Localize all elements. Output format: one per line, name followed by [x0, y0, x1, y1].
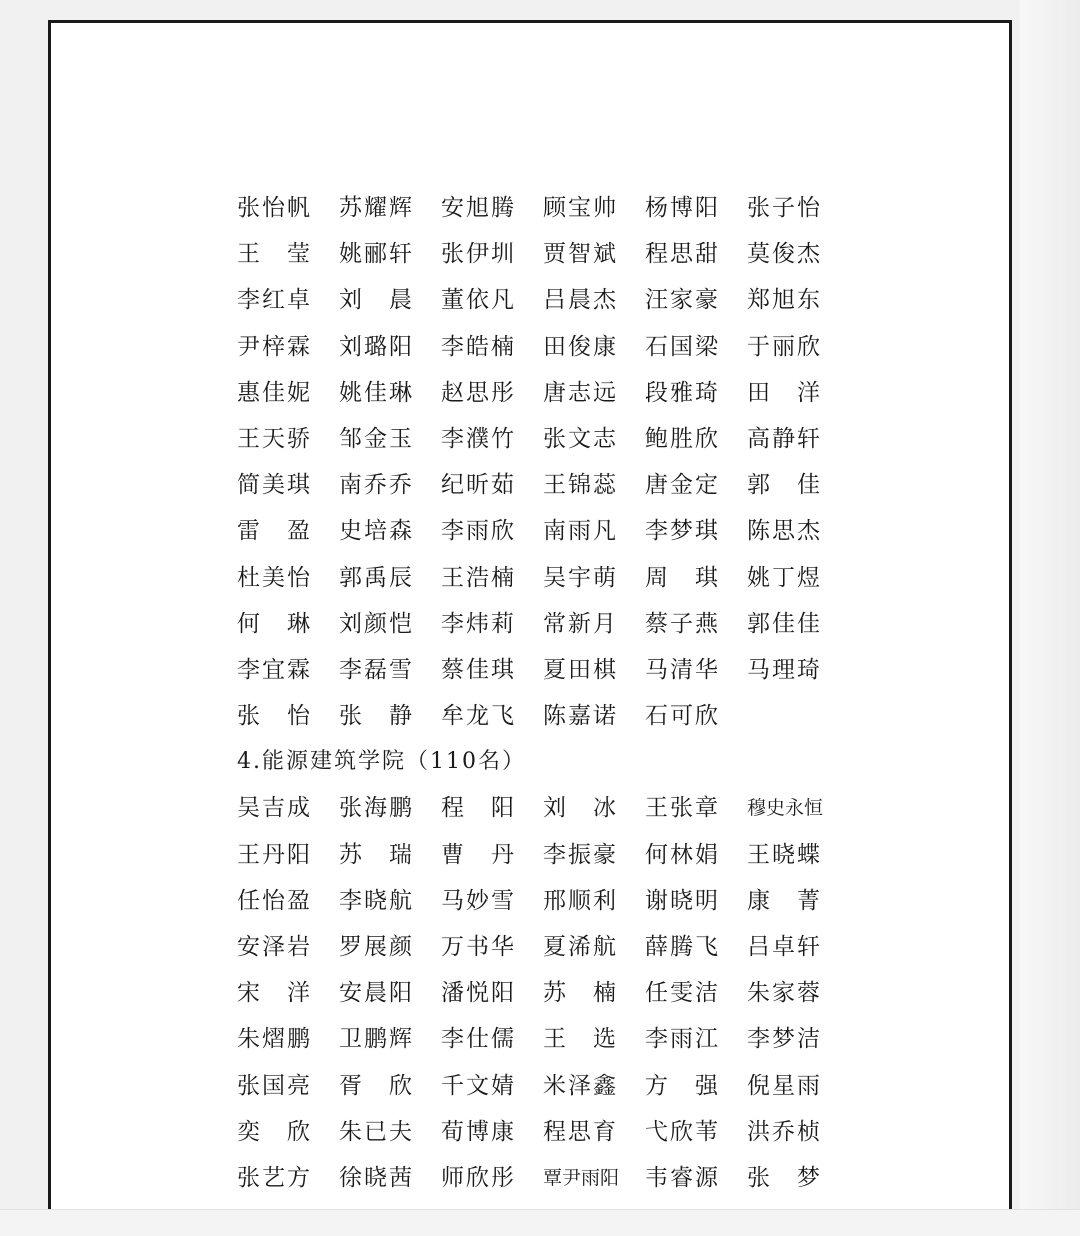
person-name: 李梦洁	[747, 1026, 822, 1053]
person-name: 何林娟	[645, 841, 720, 868]
person-name: 吴吉成	[237, 795, 312, 822]
person-name: 李振豪	[543, 841, 618, 868]
name-row	[237, 970, 857, 1016]
person-name: 鲍胜欣	[645, 425, 720, 452]
person-name: 张文志	[543, 425, 618, 452]
person-name: 刘颜恺	[339, 610, 414, 637]
name-row	[237, 231, 857, 277]
person-name: 朱熠鹏	[237, 1026, 312, 1053]
person-name: 覃尹雨阳	[543, 1166, 620, 1189]
person-name: 李濮竹	[441, 425, 516, 452]
name-row	[237, 785, 857, 831]
person-name: 吕晨杰	[543, 287, 618, 314]
person-name: 马妙雪	[441, 887, 516, 914]
person-name: 于丽欣	[747, 333, 822, 360]
person-name: 蔡子燕	[645, 610, 720, 637]
person-name: 刘 冰	[543, 795, 618, 822]
right-margin	[1020, 0, 1080, 1210]
name-row	[237, 277, 857, 323]
bottom-bar	[0, 1209, 1080, 1236]
person-name: 纪昕茹	[441, 472, 516, 499]
person-name: 千文婧	[441, 1072, 516, 1099]
name-row	[237, 601, 857, 647]
person-name: 马理琦	[747, 656, 822, 683]
person-name: 穆史永恒	[747, 797, 824, 820]
person-name: 韦睿源	[645, 1164, 720, 1191]
person-name: 李雨江	[645, 1026, 720, 1053]
person-name: 奕 欣	[237, 1118, 312, 1145]
person-name: 洪乔桢	[747, 1118, 822, 1145]
person-name: 薛腾飞	[645, 934, 720, 960]
person-name: 王张章	[645, 795, 720, 822]
person-name: 李晓航	[339, 887, 414, 914]
person-name: 王天骄	[237, 425, 312, 452]
name-row	[237, 1063, 857, 1109]
person-name: 何 琳	[237, 610, 312, 637]
person-name: 潘悦阳	[441, 980, 516, 1007]
person-name: 王 莹	[237, 241, 312, 268]
person-name: 张 梦	[747, 1164, 822, 1191]
person-name: 牟龙飞	[441, 703, 516, 730]
person-name: 康 菁	[747, 887, 822, 914]
person-name: 倪星雨	[747, 1072, 822, 1099]
person-name: 刘 晨	[339, 287, 414, 314]
person-name: 顾宝帅	[543, 195, 618, 221]
person-name: 周 琪	[645, 564, 720, 591]
person-name: 田俊康	[543, 333, 618, 360]
name-list-part-1	[237, 185, 857, 739]
name-list-part-2	[237, 785, 857, 1201]
person-name: 南雨凡	[543, 518, 618, 545]
person-name: 夏浠航	[543, 934, 618, 960]
person-name: 张伊圳	[441, 241, 516, 268]
person-name: 陈嘉诺	[543, 703, 618, 730]
person-name: 曹 丹	[441, 841, 516, 868]
person-name: 李梦琪	[645, 518, 720, 545]
name-row	[237, 416, 857, 462]
person-name: 段雅琦	[645, 379, 720, 406]
person-name: 张 静	[339, 703, 414, 730]
person-name: 张怡帆	[237, 195, 312, 221]
person-name: 朱已夫	[339, 1118, 414, 1145]
name-row	[237, 693, 857, 739]
person-name: 张子怡	[747, 195, 822, 221]
person-name: 吕卓轩	[747, 934, 822, 960]
person-name: 姚丁煜	[747, 564, 822, 591]
person-name: 蔡佳琪	[441, 656, 516, 683]
person-name: 王丹阳	[237, 841, 312, 868]
person-name: 李雨欣	[441, 518, 516, 545]
person-name: 胥 欣	[339, 1072, 414, 1099]
person-name: 安晨阳	[339, 980, 414, 1007]
person-name: 任怡盈	[237, 887, 312, 914]
person-name: 邹金玉	[339, 425, 414, 452]
person-name: 宋 洋	[237, 980, 312, 1007]
person-name: 史培森	[339, 518, 414, 545]
person-name: 雷 盈	[237, 518, 312, 545]
person-name: 杨博阳	[645, 195, 720, 221]
person-name: 任雯洁	[645, 980, 720, 1007]
name-row	[237, 647, 857, 693]
name-row	[237, 462, 857, 508]
name-row	[237, 185, 857, 231]
person-name: 徐晓茜	[339, 1164, 414, 1191]
person-name: 苏耀辉	[339, 195, 414, 221]
person-name: 董依凡	[441, 287, 516, 314]
person-name: 马清华	[645, 656, 720, 683]
person-name: 陈思杰	[747, 518, 822, 545]
person-name: 苏 楠	[543, 980, 618, 1007]
person-name: 刘璐阳	[339, 333, 414, 360]
person-name: 汪家豪	[645, 287, 720, 314]
name-row	[237, 832, 857, 878]
person-name: 罗展颜	[339, 934, 414, 960]
person-name: 邢顺利	[543, 887, 618, 914]
person-name: 吴宇萌	[543, 564, 618, 591]
person-name: 惠佳妮	[237, 379, 312, 406]
name-row	[237, 1109, 857, 1155]
person-name: 杜美怡	[237, 564, 312, 591]
person-name: 张 怡	[237, 703, 312, 730]
person-name: 南乔乔	[339, 472, 414, 499]
person-name: 安旭腾	[441, 195, 516, 221]
person-name: 王浩楠	[441, 564, 516, 591]
person-name: 王锦蕊	[543, 472, 618, 499]
person-name: 王晓蝶	[747, 841, 822, 868]
person-name: 程思育	[543, 1118, 618, 1145]
person-name: 李皓楠	[441, 333, 516, 360]
person-name: 常新月	[543, 610, 618, 637]
person-name: 高静轩	[747, 425, 822, 452]
person-name: 程思甜	[645, 241, 720, 268]
name-row	[237, 1016, 857, 1062]
person-name: 简美琪	[237, 472, 312, 499]
person-name: 张国亮	[237, 1072, 312, 1099]
person-name: 姚佳琳	[339, 379, 414, 406]
person-name: 安泽岩	[237, 934, 312, 960]
person-name: 万书华	[441, 934, 516, 960]
person-name: 师欣彤	[441, 1164, 516, 1191]
person-name: 李仕儒	[441, 1026, 516, 1053]
name-row	[237, 924, 857, 970]
person-name: 李磊雪	[339, 656, 414, 683]
name-row	[237, 370, 857, 416]
person-name: 郭禹辰	[339, 564, 414, 591]
person-name: 卫鹏辉	[339, 1026, 414, 1053]
name-row	[237, 555, 857, 601]
name-row	[237, 878, 857, 924]
person-name: 张海鹏	[339, 795, 414, 822]
person-name: 莫俊杰	[747, 241, 822, 268]
person-name: 张艺方	[237, 1164, 312, 1191]
person-name: 郭佳佳	[747, 610, 822, 637]
person-name: 唐金定	[645, 472, 720, 499]
person-name: 唐志远	[543, 379, 618, 406]
person-name: 夏田棋	[543, 656, 618, 683]
person-name: 石国梁	[645, 333, 720, 360]
person-name: 谢晓明	[645, 887, 720, 914]
person-name: 郭 佳	[747, 472, 822, 499]
section-heading: 4.能源建筑学院（110名）	[237, 749, 526, 775]
section-heading-row	[237, 739, 857, 785]
person-name: 米泽鑫	[543, 1072, 618, 1099]
name-row	[237, 324, 857, 370]
person-name: 王 选	[543, 1026, 618, 1053]
person-name: 姚郦轩	[339, 241, 414, 268]
name-row	[237, 508, 857, 554]
document-page	[48, 20, 1012, 1210]
person-name: 贾智斌	[543, 241, 618, 268]
person-name: 荀博康	[441, 1118, 516, 1145]
person-name: 尹梓霖	[237, 333, 312, 360]
person-name: 郑旭东	[747, 287, 822, 314]
person-name: 苏 瑞	[339, 841, 414, 868]
name-list	[237, 185, 857, 1201]
person-name: 田 洋	[747, 379, 822, 406]
person-name: 弋欣苇	[645, 1118, 720, 1145]
person-name: 方 强	[645, 1072, 720, 1099]
person-name: 程 阳	[441, 795, 516, 822]
person-name: 李炜莉	[441, 610, 516, 637]
person-name: 朱家蓉	[747, 980, 822, 1007]
name-row	[237, 1155, 857, 1201]
person-name: 李红卓	[237, 287, 312, 314]
person-name: 石可欣	[645, 703, 720, 730]
person-name: 李宜霖	[237, 656, 312, 683]
person-name: 赵思彤	[441, 379, 516, 406]
